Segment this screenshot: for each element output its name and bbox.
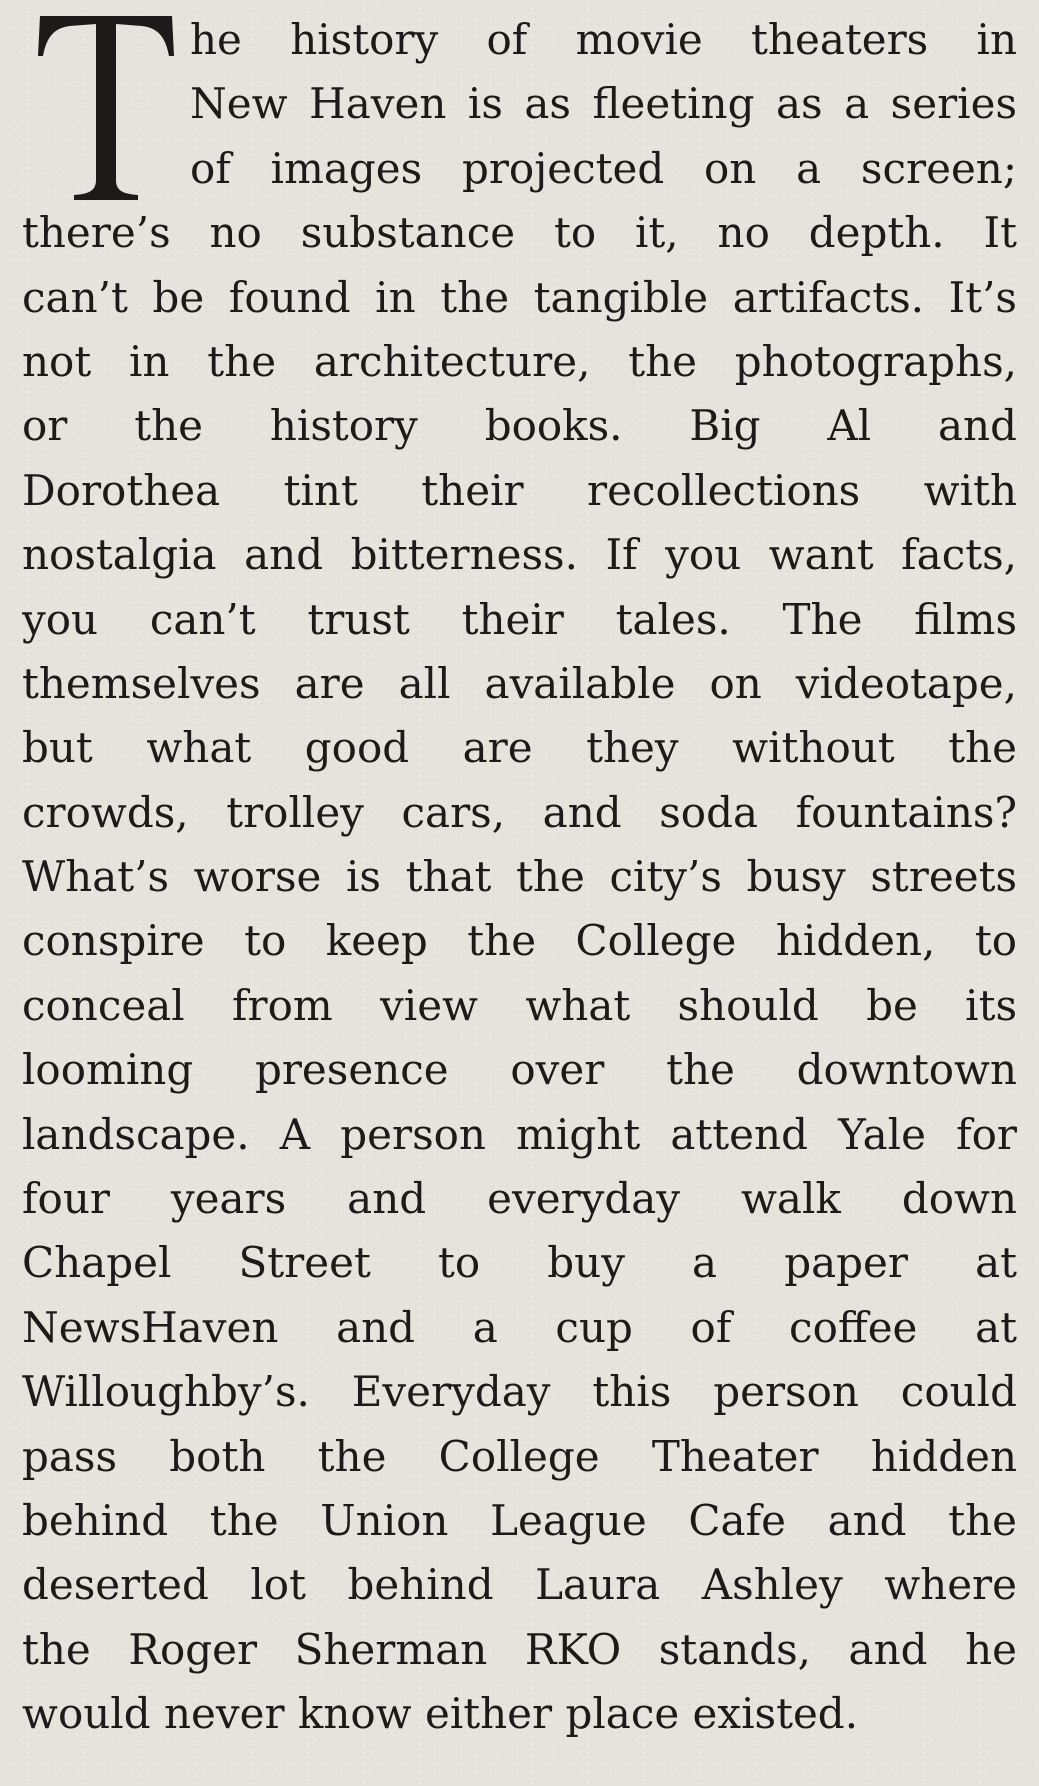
text-line: Willoughby’s. Everyday this person could — [22, 1367, 1017, 1417]
text-line: NewsHaven and a cup of coffee at — [22, 1302, 1017, 1352]
text-line: New Haven is as fleeting as a series — [190, 79, 1017, 129]
text-line: themselves are all available on videotape, — [22, 658, 1017, 708]
text-line: but what good are they without the — [22, 723, 1017, 773]
text-line: you can’t trust their tales. The films — [22, 594, 1017, 644]
text-line: Chapel Street to buy a paper at — [22, 1238, 1017, 1288]
text-line: conceal from view what should be its — [22, 980, 1017, 1030]
text-line: Dorothea tint their recollections with — [22, 465, 1017, 515]
text-line: looming presence over the downtown — [22, 1045, 1017, 1095]
text-line: would never know either place existed. — [22, 1689, 859, 1739]
text-line: there’s no substance to it, no depth. It — [22, 208, 1017, 258]
text-line: the Roger Sherman RKO stands, and he — [22, 1624, 1017, 1674]
drop-cap-glyph — [22, 10, 182, 200]
text-line: What’s worse is that the city’s busy streets — [22, 852, 1017, 902]
drop-cap — [22, 10, 182, 200]
text-line: four years and everyday walk down — [22, 1174, 1017, 1224]
text-line: nostalgia and bitterness. If you want facts, — [22, 530, 1017, 580]
text-line: conspire to keep the College hidden, to — [22, 916, 1017, 966]
text-line: landscape. A person might attend Yale for — [22, 1109, 1017, 1159]
text-line: or the history books. Big Al and — [22, 401, 1017, 451]
text-line: can’t be found in the tangible artifacts. It’s — [22, 272, 1017, 322]
article-text — [22, 8, 1017, 1747]
text-line: he history of movie theaters in — [190, 15, 1017, 64]
text-line: deserted lot behind Laura Ashley where — [22, 1560, 1017, 1610]
text-line: not in the architecture, the photographs, — [22, 336, 1017, 386]
text-line: of images projected on a screen; — [190, 143, 1017, 193]
text-line: crowds, trolley cars, and soda fountains? — [22, 787, 1017, 837]
text-line: behind the Union League Cafe and the — [22, 1495, 1017, 1545]
text-line: pass both the College Theater hidden — [22, 1431, 1017, 1481]
